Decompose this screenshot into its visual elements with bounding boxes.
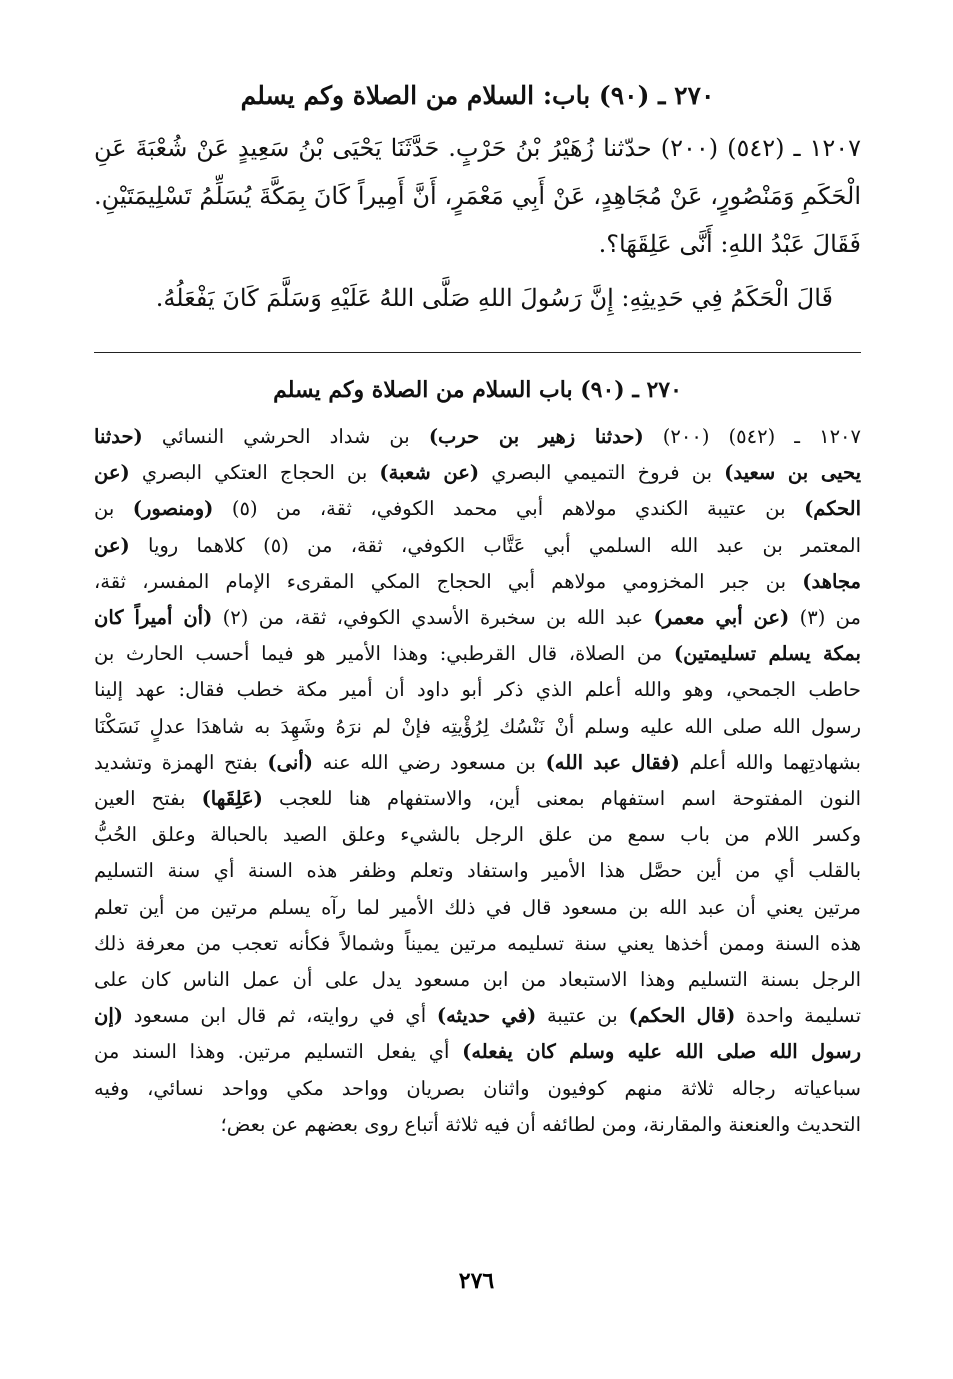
bold-quote: (عَلِقَها) bbox=[201, 787, 263, 811]
bold-quote: (فقال عبد الله) bbox=[545, 750, 680, 774]
bold-quote: (أن أميراً كان bbox=[94, 606, 213, 630]
commentary-line bbox=[94, 817, 861, 853]
commentary-text: بن عتيبة bbox=[536, 1004, 629, 1028]
commentary-line bbox=[94, 1071, 861, 1107]
commentary-line bbox=[94, 745, 861, 781]
divider-line bbox=[94, 352, 861, 353]
commentary-text: هذه السنة وممن أخذها يعني سنة تسليمه مرتين يميناً وشمالاً فكأنه تعجب من معرفة ذلك bbox=[94, 931, 861, 955]
commentary-text: عبد الله بن سخبرة الأسدي الكوفي، ثقة، من (٢) bbox=[212, 606, 654, 630]
commentary-text: بن عتيبة الكندي مولاهم أبي محمد الكوفي، ثقة، من (٥) bbox=[213, 497, 805, 521]
commentary-text: أي يفعل التسليم مرتين. وهذا السند من bbox=[94, 1040, 463, 1064]
bold-quote: (عن bbox=[94, 533, 130, 557]
commentary-text: ١٢٠٧ ـ (٥٤٢) (٢٠٠) bbox=[643, 425, 861, 448]
commentary-text: تسليمة واحدة bbox=[735, 1004, 861, 1028]
bold-quote: (عن شعبة) bbox=[379, 461, 480, 485]
commentary-text: النون المفتوحة اسم استفهام بمعنى أين، والاستفهام هنا للعجب bbox=[262, 787, 861, 811]
commentary-line bbox=[94, 890, 861, 926]
commentary-title: ٢٧٠ ـ (٩٠) باب السلام من الصلاة وكم يسلم bbox=[273, 377, 682, 403]
commentary-line bbox=[94, 709, 861, 745]
commentary-text: بن الحجاج العتكي البصري bbox=[129, 461, 380, 485]
commentary-line bbox=[94, 491, 861, 527]
commentary-line bbox=[94, 926, 861, 962]
commentary-line bbox=[94, 419, 861, 455]
commentary-line bbox=[94, 1107, 861, 1143]
commentary-text: من الصلاة، قال القرطبي: وهذا الأمير هو فيما أحسب الحارث بن bbox=[94, 642, 674, 666]
commentary-line bbox=[94, 998, 861, 1034]
commentary-text: المعتمر بن عبد الله السلمي أبي عَتَّاب الكوفي، ثقة، من (٥) كلاهما رويا bbox=[129, 533, 861, 557]
commentary-line bbox=[94, 528, 861, 564]
commentary-text: بفتح العين bbox=[94, 787, 202, 811]
bold-quote: مجاهد) bbox=[802, 569, 861, 593]
commentary-text: بفتح الهمزة وتشديد bbox=[94, 750, 268, 774]
bold-quote: (حدثنا bbox=[94, 425, 143, 448]
commentary-line bbox=[94, 1034, 861, 1070]
commentary-body bbox=[94, 419, 861, 1143]
bold-quote: بمكة يسلم تسليمتين) bbox=[673, 642, 861, 666]
bold-quote: (عن أبي معمر) bbox=[653, 606, 790, 630]
bold-quote: (حدثنا زهير بن حرب) bbox=[428, 425, 644, 448]
commentary-text: سباعياته رجاله ثلاثة منهم كوفيون واثنان بصريان وواحد مكي وواحد نسائي، وفيه bbox=[94, 1076, 861, 1100]
commentary-text: بن مسعود رضي الله عنه bbox=[312, 750, 546, 774]
hadith-text: ١٢٠٧ ـ (٥٤٢) (٢٠٠) حدّثنا زُهَيْرُ بْنُ حَرْبٍ. حَدَّثَنَا يَحْيَى بْنُ سَعِيدٍ عَنْ شُعْبَةَ عَنِ الْحَكَمِ وَمَنْصُورٍ، عَنْ مُجَاهِدٍ، عَنْ أَبِي مَعْمَرٍ، أَنَّ أَمِيراً كَانَ بِمَكَّةَ يُسَلِّمُ تَسْلِيمَتَيْنِ. فَقَالَ عَبْدُ اللهِ: أَنَّى عَلِقَهَا؟. bbox=[94, 134, 861, 258]
bold-quote: الحكم) bbox=[804, 497, 861, 521]
hadith-ending: قَالَ الْحَكَمُ فِي حَدِيثِهِ: إِنَّ رَسُولَ اللهِ صَلَّى اللهُ عَلَيْهِ وَسَلَّمَ كَانَ يَفْعَلُهُ. bbox=[155, 284, 833, 312]
commentary-line bbox=[94, 564, 861, 600]
commentary-text: رسول الله صلى الله عليه وسلم أنْ نَنْسُك لِرُؤْيتِه فإنْ لم نرَهُ وشَهِدَ به شاهدَا عدلٍ نَسَكْنَا bbox=[94, 714, 861, 738]
commentary-text: بن جبر المخزومي مولاهم أبي الحجاج المكي المقرىء الإمام المفسر، ثقة، bbox=[94, 569, 803, 593]
commentary-text: أي في روايته، ثم قال ابن مسعود bbox=[122, 1004, 437, 1028]
commentary-text: وكسر اللام من باب سمع من علق الرجل بالشيء وعلق الصيد بالحبالة وعلق الحُبُّ bbox=[94, 823, 861, 847]
commentary-line bbox=[94, 962, 861, 998]
commentary-text: التحديث والعنعنة والمقارنة، ومن لطائفه أن فيه ثلاثة أتباع روى بعضهم عن بعض؛ bbox=[220, 1112, 861, 1136]
bold-quote: (أنى) bbox=[267, 750, 313, 774]
commentary-text: بالقلب أي من أين حصَّل هذا الأمير واستفاد وتعلم وظفر هذه السنة أي سنة التسليم bbox=[94, 859, 861, 883]
commentary-line bbox=[94, 600, 861, 636]
commentary-text: من (٣) bbox=[789, 606, 861, 630]
page-number: ٢٧٦ bbox=[458, 1268, 495, 1293]
commentary-text: بن شداد الحرشي النسائي bbox=[142, 425, 429, 448]
commentary-line bbox=[94, 636, 861, 672]
bold-quote: يحيى بن سعيد) bbox=[724, 461, 861, 485]
bold-quote: رسول الله صلى الله عليه وسلم كان يفعله) bbox=[462, 1040, 861, 1064]
commentary-text: بشهادتِهما والله أعلم bbox=[679, 750, 861, 774]
commentary-text: الرجل بسنة التسليم وهذا الاستبعاد من ابن مسعود يدل على أن عمل الناس كان على bbox=[94, 968, 861, 992]
commentary-text: مرتين يعني أن عبد الله بن مسعود قال في ذلك الأمير لما رآه يسلم مرتين من أين تعلم bbox=[94, 895, 861, 919]
commentary-text: بن bbox=[94, 497, 133, 521]
bold-quote: (عن bbox=[94, 461, 130, 485]
commentary-line bbox=[94, 781, 861, 817]
commentary-line bbox=[94, 455, 861, 491]
commentary-text: بن فروخ التميمي البصري bbox=[479, 461, 725, 485]
commentary-line bbox=[94, 672, 861, 708]
bold-quote: (ومنصور) bbox=[132, 497, 214, 521]
bold-quote: (قال الحكم) bbox=[628, 1004, 736, 1028]
bold-quote: (إن bbox=[94, 1004, 123, 1028]
commentary-text: حاطب الجمحي، وهو والله أعلم الذي ذكر أبو داود أن أمير مكة خطب فقال: عهد إلينا bbox=[94, 678, 861, 702]
bold-quote: (في حديثه) bbox=[436, 1004, 537, 1028]
commentary-line bbox=[94, 853, 861, 889]
chapter-title: ٢٧٠ ـ (٩٠) باب: السلام من الصلاة وكم يسلم bbox=[240, 81, 715, 110]
